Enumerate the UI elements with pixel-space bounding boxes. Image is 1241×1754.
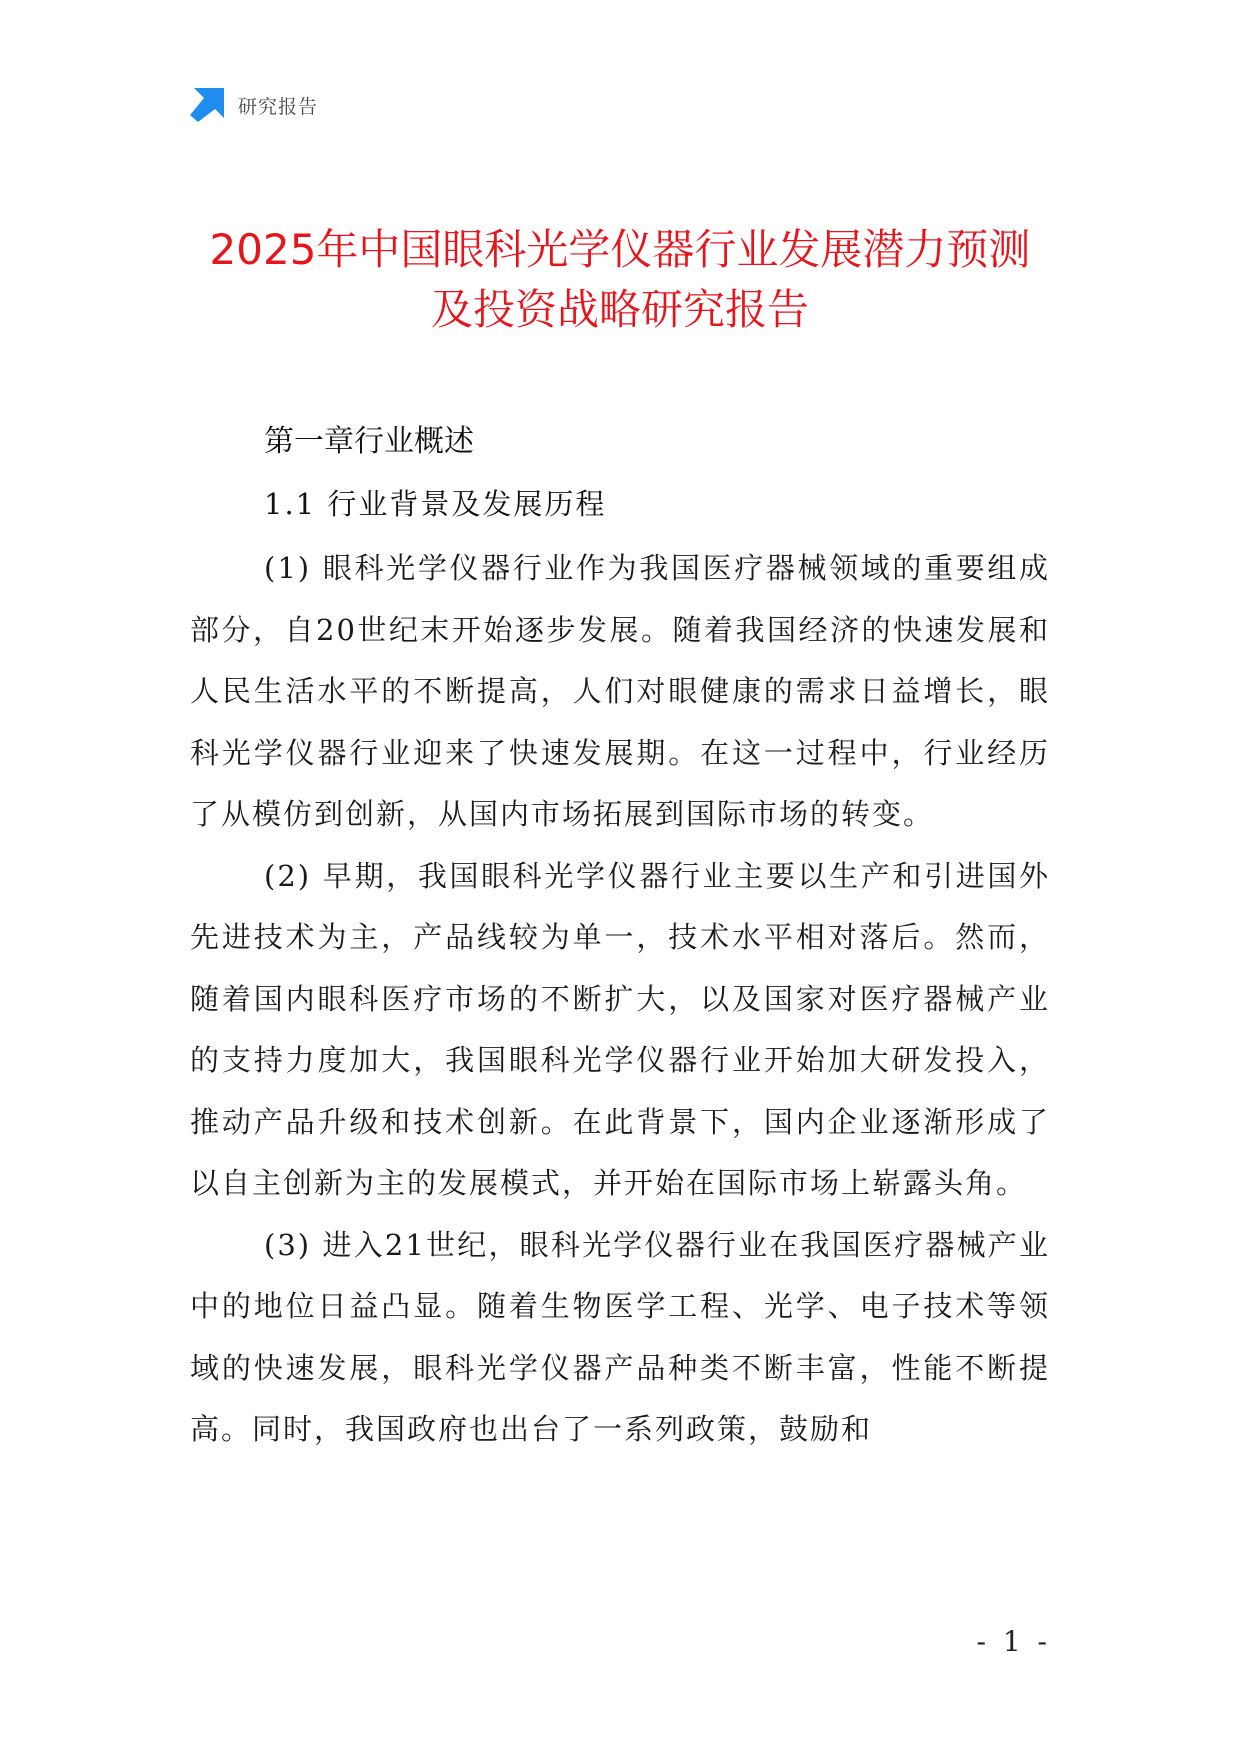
page-number: - 1 - [976,1625,1051,1658]
paragraph-1: (1) 眼科光学仪器行业作为我国医疗器械领域的重要组成部分，自20世纪末开始逐步发展。随着我国经济的快速发展和人民生活水平的不断提高，人们对眼健康的需求日益增长，眼科光学仪器行业迎来了快速发展期。在这一过程中，行业经历了从模仿到创新，从国内市场拓展到国际市场的转变。 [190,551,1050,831]
report-header [190,88,318,122]
report-title: 2025年中国眼科光学仪器行业发展潜力预测及投资战略研究报告 [209,225,1031,334]
section-heading: 1.1 行业背景及发展历程 [264,487,607,521]
chapter-heading: 第一章行业概述 [264,424,474,459]
paragraph-2: (2) 早期，我国眼科光学仪器行业主要以生产和引进国外先进技术为主，产品线较为单一，技术水平相对落后。然而，随着国内眼科医疗市场的不断扩大，以及国家对医疗器械产业的支持力度加大，我国眼科光学仪器行业开始加大研发投入，推动产品升级和技术创新。在此背景下，国内企业逐渐形成了以自主创新为主的发展模式，并开始在国际市场上崭露头角。 [190,858,1050,1200]
arrow-up-right-icon [190,88,224,122]
paragraph-3: (3) 进入21世纪，眼科光学仪器行业在我国医疗器械产业中的地位日益凸显。随着生物医学工程、光学、电子技术等领域的快速发展，眼科光学仪器产品种类不断丰富，性能不断提高。同时，我国政府也出台了一系列政策，鼓励和 [190,1227,1050,1446]
body-text [190,538,1050,1461]
header-label: 研究报告 [238,95,319,118]
